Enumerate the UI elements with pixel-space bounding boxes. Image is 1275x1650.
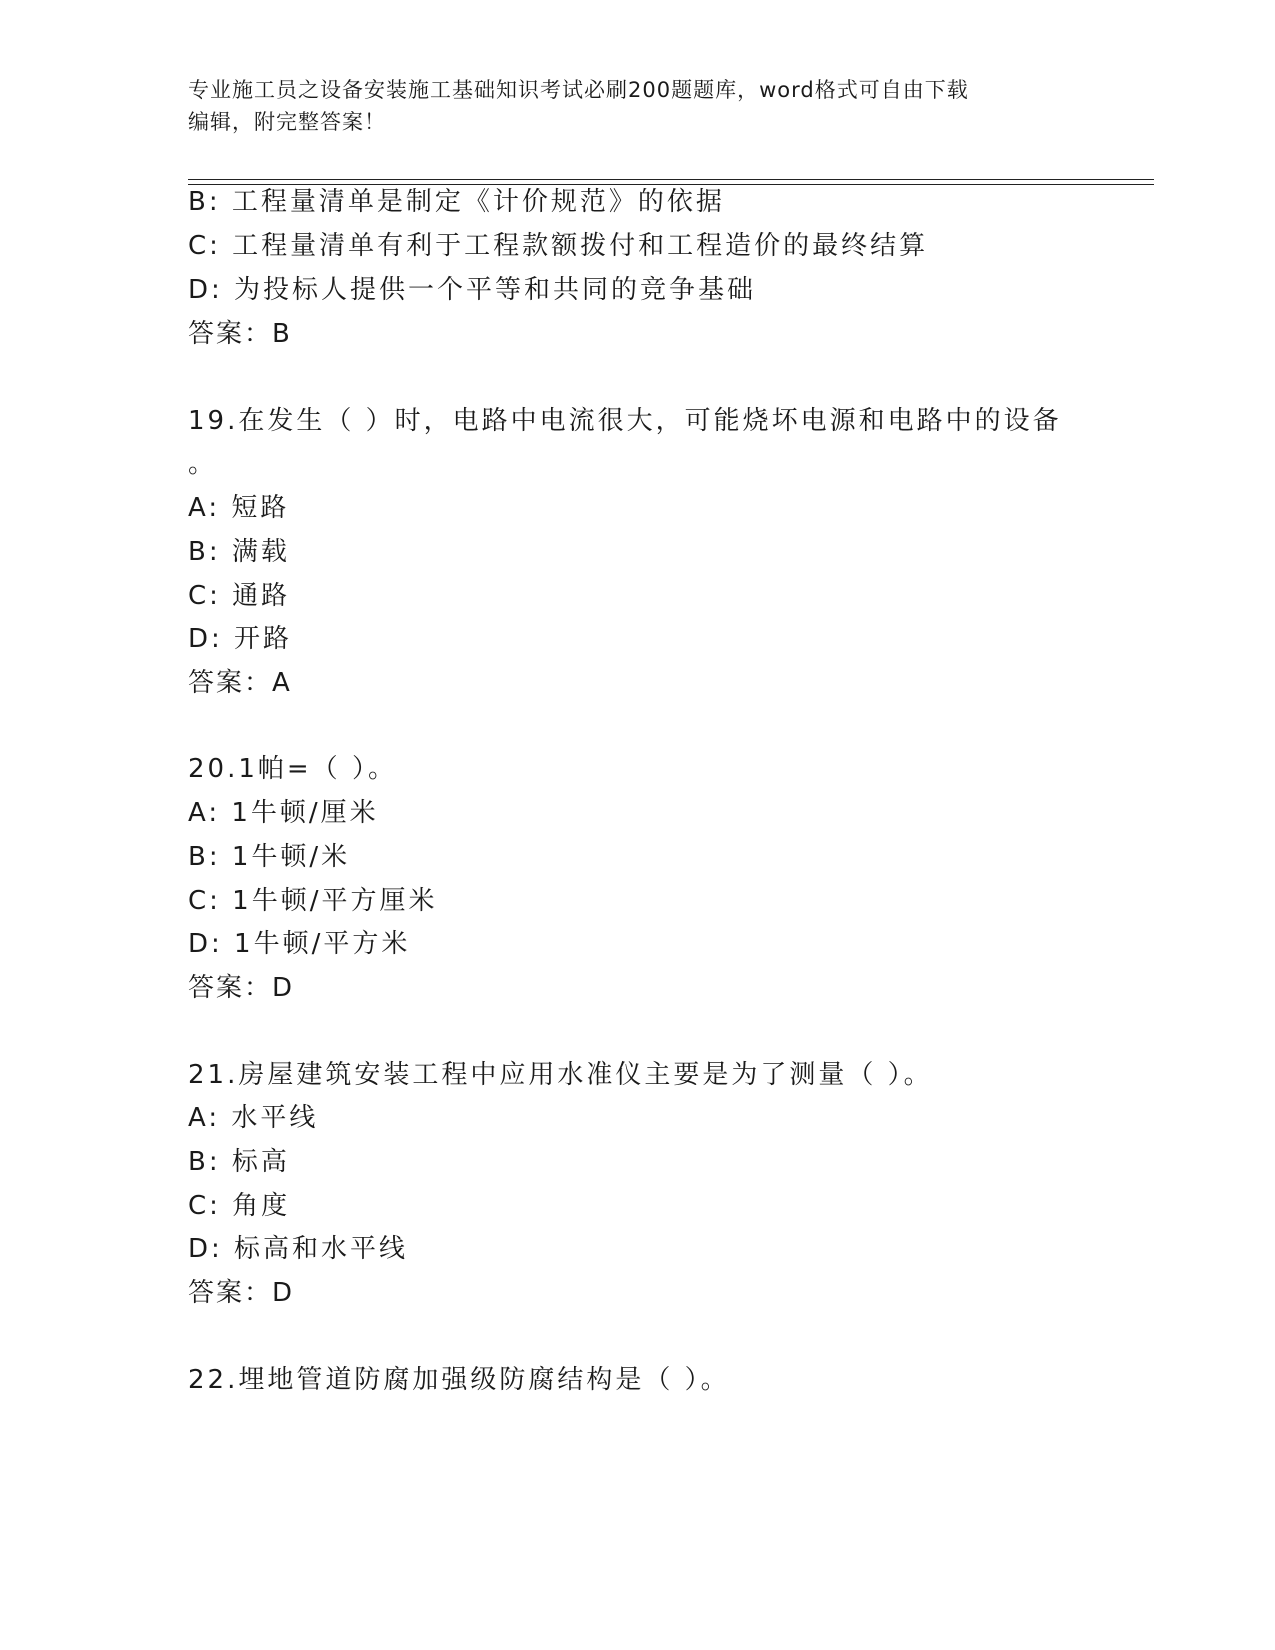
q22-stem: 22.埋地管道防腐加强级防腐结构是（ ）。 (188, 1365, 730, 1395)
q20-option-a: A: 1牛顿/厘米 (188, 798, 379, 828)
q20-option-c: C: 1牛顿/平方厘米 (188, 886, 438, 916)
q20-option-b: B: 1牛顿/米 (188, 842, 351, 872)
document-header (188, 74, 1068, 138)
header-divider-top (188, 179, 1154, 180)
q21-option-c: C: 角度 (188, 1191, 291, 1221)
header-title-line-2: 编辑，附完整答案！ (188, 110, 386, 134)
q18-option-b: B: 工程量清单是制定《计价规范》的依据 (188, 187, 725, 217)
q19-stem-continuation: 。 (188, 449, 218, 479)
q19-option-a: A: 短路 (188, 493, 290, 523)
q19-option-d: D: 开路 (188, 624, 293, 654)
q21-stem: 21.房屋建筑安装工程中应用水准仪主要是为了测量（ ）。 (188, 1060, 933, 1090)
q21-option-b: B: 标高 (188, 1147, 290, 1177)
q20-stem: 20.1帕=（ ）。 (188, 754, 397, 784)
q20-answer: 答案：D (188, 973, 295, 1003)
q19-option-c: C: 通路 (188, 581, 291, 611)
q19-stem: 19.在发生（ ）时，电路中电流很大，可能烧坏电源和电路中的设备 (188, 406, 1062, 436)
q18-answer: 答案：B (188, 319, 292, 349)
header-divider-bottom (188, 184, 1154, 185)
q18-option-d: D: 为投标人提供一个平等和共同的竞争基础 (188, 275, 757, 305)
q18-option-c: C: 工程量清单有利于工程款额拨付和工程造价的最终结算 (188, 231, 929, 261)
q19-option-b: B: 满载 (188, 537, 290, 567)
q21-answer: 答案：D (188, 1278, 295, 1308)
q21-option-d: D: 标高和水平线 (188, 1234, 409, 1264)
header-title-line-1: 专业施工员之设备安装施工基础知识考试必刷200题题库，word格式可自由下载 (188, 78, 969, 102)
q19-answer: 答案：A (188, 668, 292, 698)
q21-option-a: A: 水平线 (188, 1103, 319, 1133)
q20-option-d: D: 1牛顿/平方米 (188, 929, 411, 959)
